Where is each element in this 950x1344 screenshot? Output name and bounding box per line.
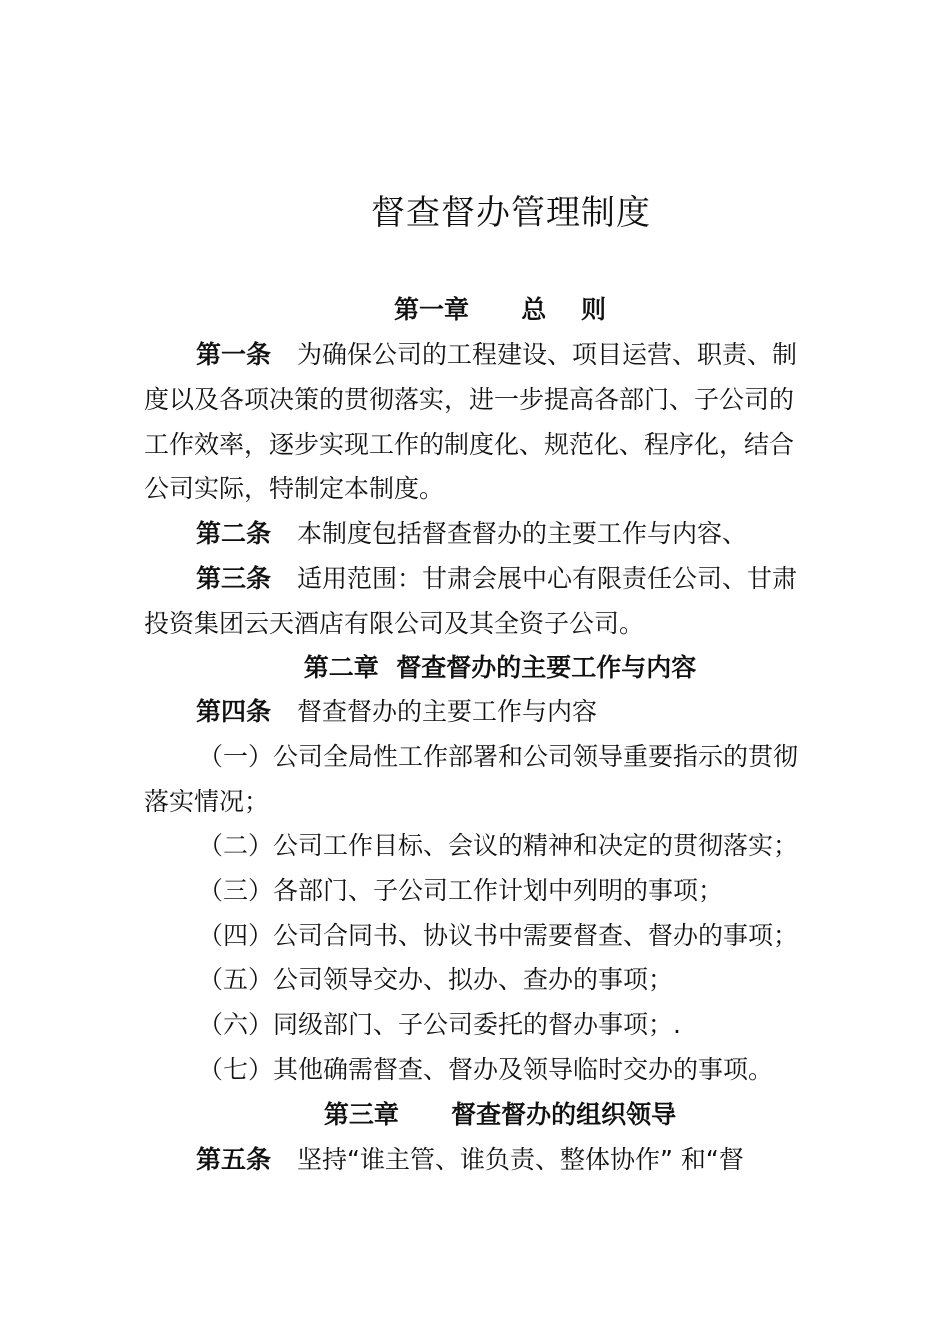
article-4-line-1 xyxy=(196,692,597,732)
article-3-label: 第三条 xyxy=(196,564,272,593)
list-item-3: （三）各部门、子公司工作计划中列明的事项； xyxy=(198,876,724,905)
chapter-1-heading: 第一章 总 则 xyxy=(393,295,607,324)
article-1-label: 第一条 xyxy=(196,340,272,369)
article-3-text: 适用范围：甘肃会展中心有限责任公司、甘肃 xyxy=(297,564,798,593)
list-item-6: （六）同级部门、子公司委托的督办事项；. xyxy=(198,1010,681,1039)
article-3-line-2: 投资集团云天酒店有限公司及其全资子公司。 xyxy=(144,609,645,638)
list-item-4: （四）公司合同书、协议书中需要督查、督办的事项； xyxy=(198,921,799,950)
list-item-1-continued: 落实情况； xyxy=(144,787,270,816)
article-2-line-1 xyxy=(196,514,747,554)
list-item-7: （七）其他确需督查、督办及领导临时交办的事项。 xyxy=(198,1055,774,1084)
article-4-text: 督查督办的主要工作与内容 xyxy=(297,697,598,726)
article-5-label: 第五条 xyxy=(196,1145,272,1174)
article-1-text: 为确保公司的工程建设、项目运营、职责、制 xyxy=(297,340,798,369)
article-2-text: 本制度包括督查督办的主要工作与内容、 xyxy=(297,519,748,548)
article-1-line-2: 度以及各项决策的贯彻落实，进一步提高各部门、子公司的 xyxy=(144,385,795,414)
article-1-line-3: 工作效率，逐步实现工作的制度化、规范化、程序化，结合 xyxy=(144,430,795,459)
article-1-line-4: 公司实际，特制定本制度。 xyxy=(144,474,445,503)
list-item-5: （五）公司领导交办、拟办、查办的事项； xyxy=(198,965,674,994)
chapter-3-heading: 第三章 督查督办的组织领导 xyxy=(323,1100,677,1129)
article-4-label: 第四条 xyxy=(196,697,272,726)
article-5-text: 坚持“谁主管、谁负责、整体协作” 和“督 xyxy=(297,1145,744,1174)
article-3-line-1 xyxy=(196,559,797,599)
document-title: 督查督办管理制度 xyxy=(371,193,651,233)
article-5-line-1 xyxy=(196,1140,744,1180)
list-item-1: （一）公司全局性工作部署和公司领导重要指示的贯彻 xyxy=(198,742,799,771)
chapter-2-heading: 第二章 督查督办的主要工作与内容 xyxy=(303,653,697,682)
article-1-line-1 xyxy=(196,335,797,375)
list-item-2: （二）公司工作目标、会议的精神和决定的贯彻落实； xyxy=(198,831,799,860)
article-2-label: 第二条 xyxy=(196,519,272,548)
